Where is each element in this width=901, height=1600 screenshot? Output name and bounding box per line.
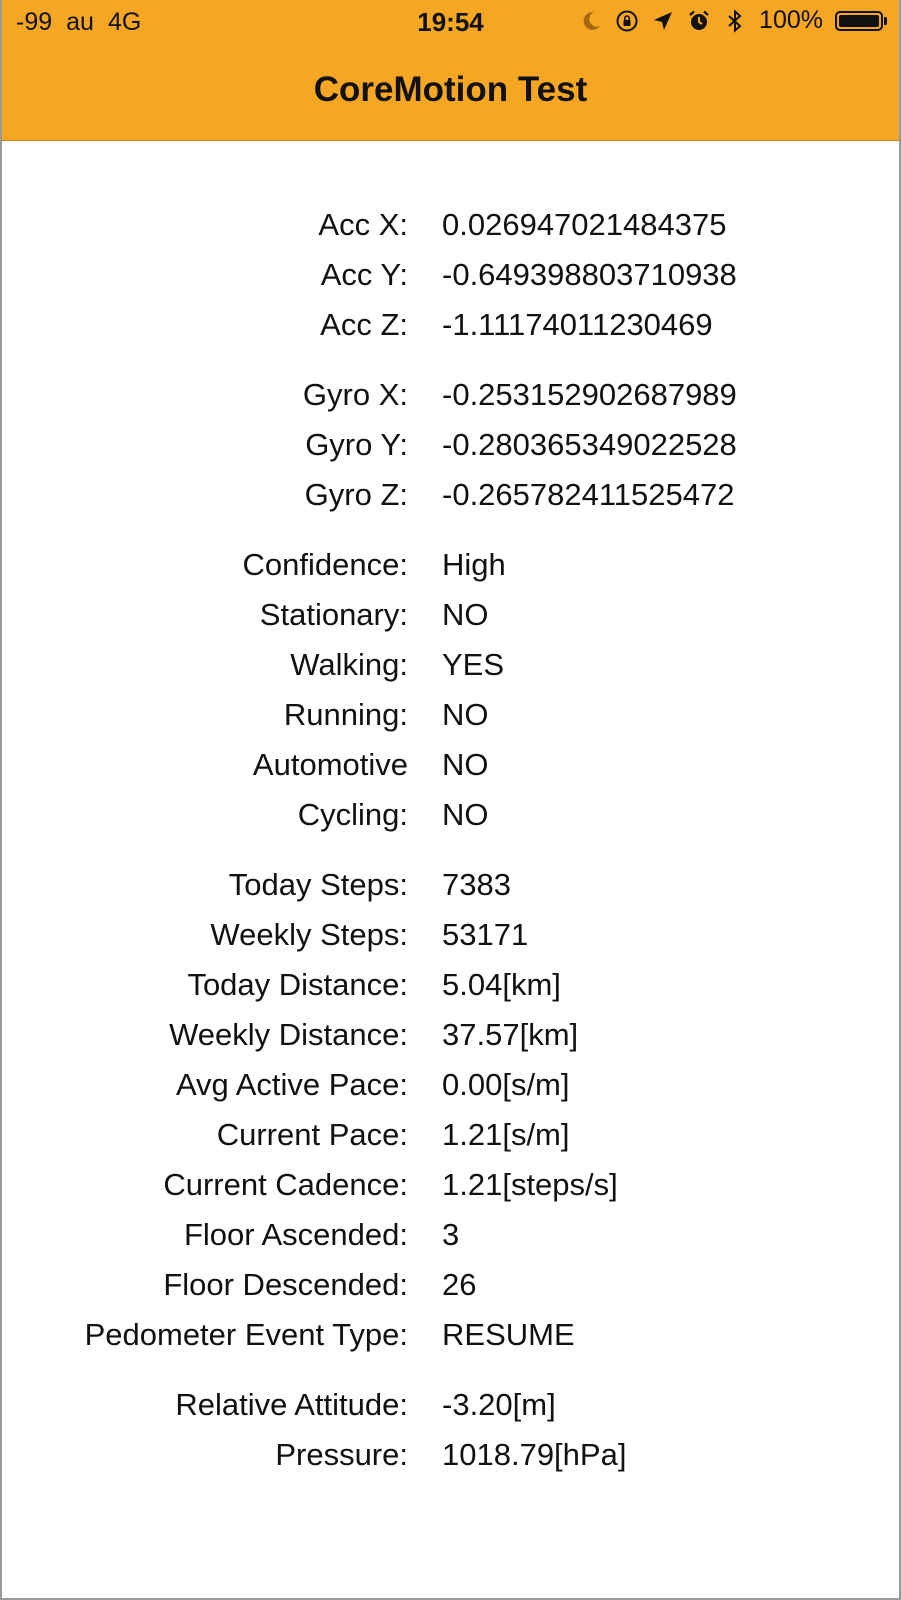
reading-label: Weekly Distance: — [169, 1017, 408, 1052]
reading-label: Acc Z: — [320, 307, 408, 342]
reading-value: 1018.79[hPa] — [442, 1437, 627, 1472]
reading-label: Gyro X: — [302, 377, 408, 412]
bluetooth-icon — [723, 7, 747, 35]
reading-row — [2, 790, 899, 840]
status-time: 19:54 — [417, 7, 484, 37]
reading-value: NO — [442, 597, 489, 632]
reading-row — [2, 200, 899, 250]
reading-value: High — [442, 547, 506, 582]
reading-value: RESUME — [442, 1317, 575, 1352]
reading-row — [2, 420, 899, 470]
reading-row — [2, 590, 899, 640]
status-bar — [2, 0, 899, 46]
reading-row — [2, 1160, 899, 1210]
reading-label: Pressure: — [275, 1437, 408, 1472]
page-title: CoreMotion Test — [313, 70, 588, 109]
reading-value: 3 — [442, 1217, 460, 1252]
battery-percent: 100% — [759, 6, 823, 34]
reading-row — [2, 860, 899, 910]
reading-row — [2, 1310, 899, 1360]
reading-row — [2, 1010, 899, 1060]
reading-label: Walking: — [290, 647, 408, 682]
rotation-lock-icon — [615, 7, 639, 35]
reading-row — [2, 960, 899, 1010]
reading-row — [2, 910, 899, 960]
reading-row — [2, 1430, 899, 1480]
reading-label: Acc Y: — [320, 257, 408, 292]
reading-value: 1.21[s/m] — [442, 1117, 570, 1152]
reading-label: Current Cadence: — [163, 1167, 408, 1202]
reading-row — [2, 1060, 899, 1110]
reading-row — [2, 1210, 899, 1260]
reading-value: 53171 — [442, 917, 529, 952]
reading-row — [2, 1110, 899, 1160]
reading-label: Weekly Steps: — [210, 917, 408, 952]
reading-label: Cycling: — [297, 797, 408, 832]
reading-row — [2, 690, 899, 740]
moon-icon — [579, 7, 603, 35]
reading-value: -0.280365349022528 — [442, 427, 737, 462]
reading-value: NO — [442, 747, 489, 782]
reading-label: Acc X: — [318, 207, 408, 242]
reading-label: Avg Active Pace: — [175, 1067, 408, 1102]
reading-label: Relative Attitude: — [175, 1387, 408, 1422]
reading-row — [2, 1380, 899, 1430]
battery-icon — [835, 11, 887, 31]
reading-label: Gyro Y: — [305, 427, 408, 462]
battery-level-fill — [839, 15, 879, 27]
reading-row — [2, 740, 899, 790]
reading-value: -1.11174011230469 — [442, 307, 713, 342]
reading-value: 1.21[steps/s] — [442, 1167, 618, 1202]
reading-label: Today Distance: — [187, 967, 408, 1002]
reading-label: Today Steps: — [228, 867, 408, 902]
reading-label: Confidence: — [242, 547, 408, 582]
network-type: 4G — [107, 8, 142, 36]
reading-label: Current Pace: — [216, 1117, 408, 1152]
reading-value: -0.265782411525472 — [442, 477, 735, 512]
reading-row — [2, 640, 899, 690]
status-right — [579, 6, 887, 35]
reading-row — [2, 1260, 899, 1310]
reading-label: Stationary: — [259, 597, 408, 632]
reading-label: Floor Descended: — [163, 1267, 408, 1302]
reading-value: -3.20[m] — [442, 1387, 556, 1422]
reading-label: Running: — [283, 697, 408, 732]
reading-row — [2, 250, 899, 300]
reading-value: NO — [442, 697, 489, 732]
reading-row — [2, 300, 899, 350]
reading-label: Automotive — [252, 747, 408, 782]
reading-value: 7383 — [442, 867, 511, 902]
reading-label: Pedometer Event Type: — [84, 1317, 408, 1352]
reading-value: YES — [442, 647, 505, 682]
reading-value: -0.649398803710938 — [442, 257, 737, 292]
reading-label: Gyro Z: — [304, 477, 408, 512]
reading-row — [2, 540, 899, 590]
reading-label: Floor Ascended: — [183, 1217, 408, 1252]
reading-value: 5.04[km] — [442, 967, 561, 1002]
location-arrow-icon — [651, 7, 675, 35]
sensor-readings-list — [2, 200, 899, 1480]
reading-value: 0.026947021484375 — [442, 207, 727, 242]
navigation-bar — [2, 0, 899, 141]
reading-value: 26 — [442, 1267, 477, 1302]
reading-row — [2, 370, 899, 420]
reading-value: -0.253152902687989 — [442, 377, 737, 412]
reading-value: 0.00[s/m] — [442, 1067, 570, 1102]
reading-value: 37.57[km] — [442, 1017, 579, 1052]
reading-value: NO — [442, 797, 489, 832]
signal-strength: -99 — [16, 8, 53, 36]
carrier-name: au — [66, 8, 94, 36]
reading-row — [2, 470, 899, 520]
alarm-icon — [687, 7, 711, 35]
